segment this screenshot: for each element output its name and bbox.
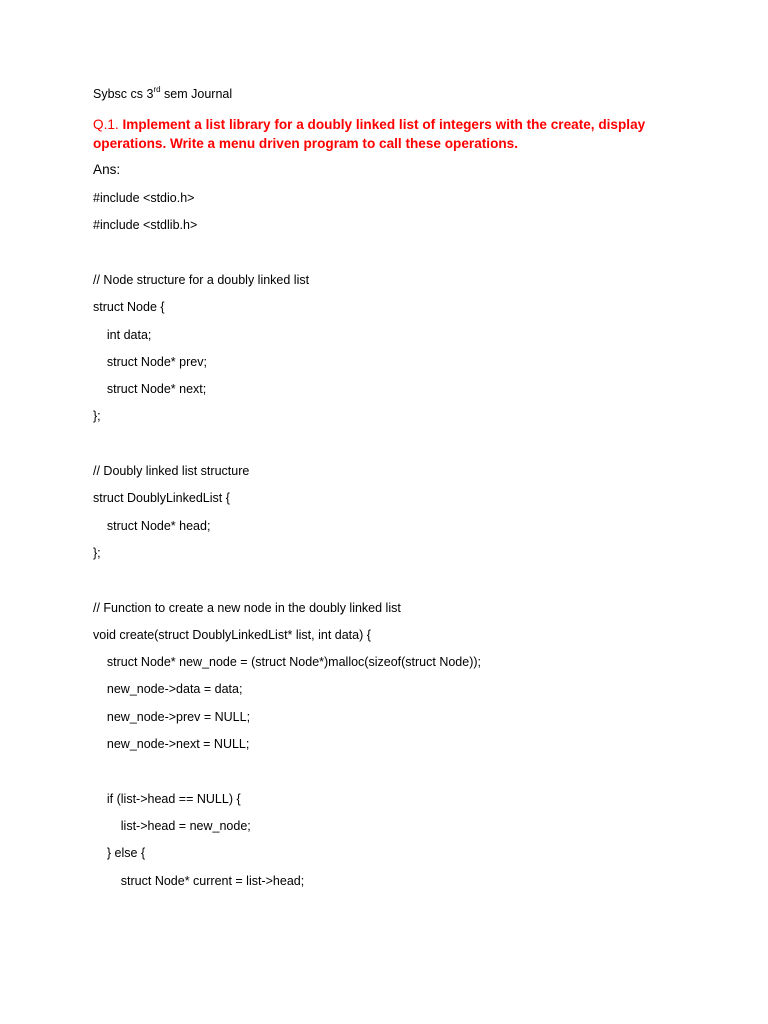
code-line: if (list->head == NULL) {: [93, 791, 241, 806]
code-line: struct Node* new_node = (struct Node*)malloc(sizeof(struct Node));: [93, 655, 482, 670]
code-line: struct Node* prev;: [93, 354, 207, 369]
code-line: #include <stdio.h>: [93, 191, 195, 205]
code-line: int data;: [93, 327, 152, 342]
code-line: // Function to create a new node in the doubly linked list: [93, 600, 401, 615]
code-line: };: [93, 545, 101, 560]
code-line: };: [93, 409, 101, 424]
code-line: struct Node* current = list->head;: [93, 873, 305, 888]
code-line: struct Node* next;: [93, 382, 207, 397]
code-line: // Node structure for a doubly linked list: [93, 272, 310, 287]
header-suffix: sem Journal: [160, 87, 233, 101]
code-line: #include <stdlib.h>: [93, 218, 198, 233]
code-line: struct DoublyLinkedList {: [93, 491, 230, 506]
code-line: struct Node {: [93, 300, 165, 315]
question-number: Q.1.: [93, 117, 119, 132]
code-line: new_node->prev = NULL;: [93, 709, 251, 724]
code-line: new_node->data = data;: [93, 682, 243, 697]
code-line: list->head = new_node;: [93, 818, 251, 833]
header-prefix: Sybsc cs 3: [93, 87, 154, 101]
code-line: // Doubly linked list structure: [93, 464, 250, 478]
journal-header: [93, 86, 232, 102]
header-superscript: rd: [153, 84, 161, 94]
code-line: struct Node* head;: [93, 518, 211, 533]
code-line: void create(struct DoublyLinkedList* list, int data) {: [93, 627, 371, 642]
question-heading: [93, 115, 693, 153]
question-text: Implement a list library for a doubly linked list of integers with the create, display operations. Write a menu driven program to call these operations.: [93, 117, 646, 151]
answer-label: Ans:: [93, 162, 121, 177]
code-line: } else {: [93, 846, 146, 861]
code-line: new_node->next = NULL;: [93, 737, 250, 751]
